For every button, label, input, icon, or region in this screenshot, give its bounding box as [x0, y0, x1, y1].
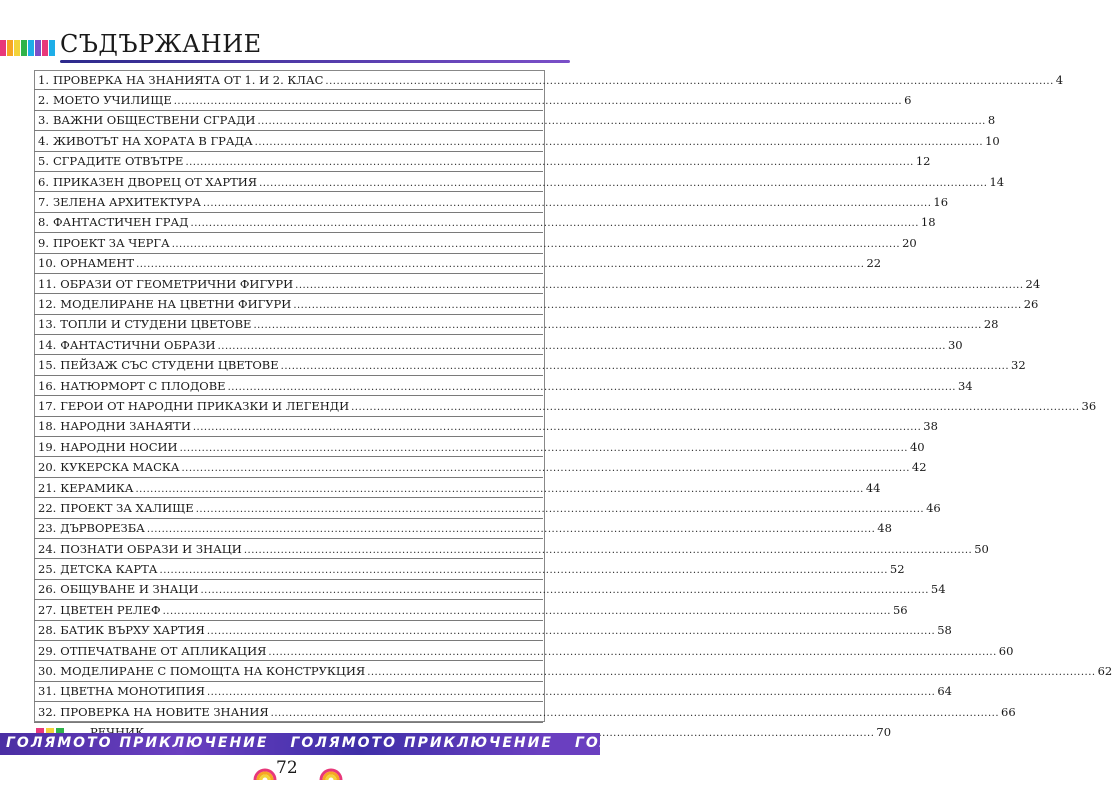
page-number: 72 [276, 758, 298, 778]
leader-dots [293, 297, 1021, 311]
toc-number: 26. [38, 582, 57, 597]
toc-title: ОТПЕЧАТВАНЕ ОТ АПЛИКАЦИЯ [60, 643, 267, 658]
toc-title: ЦВЕТЕН РЕЛЕФ [60, 602, 161, 617]
toc-row[interactable] [34, 661, 1113, 681]
toc-number: 21. [38, 480, 57, 495]
toc-number: 29. [38, 643, 57, 658]
toc-row[interactable] [34, 315, 999, 335]
color-stripe [14, 40, 20, 56]
toc-row[interactable] [34, 70, 1064, 90]
toc-row[interactable] [34, 376, 973, 396]
toc-number: 28. [38, 623, 57, 638]
toc-page: 60 [998, 643, 1014, 658]
toc-row[interactable] [34, 417, 938, 437]
toc-number: 20. [38, 460, 57, 475]
toc-title: НАТЮРМОРТ С ПЛОДОВЕ [60, 378, 226, 393]
leader-dots [268, 644, 996, 658]
toc-page: 6 [904, 93, 912, 108]
toc-title: МОДЕЛИРАНЕ НА ЦВЕТНИ ФИГУРИ [60, 296, 292, 311]
toc-row[interactable] [34, 131, 1000, 151]
toc-title: ВАЖНИ ОБЩЕСТВЕНИ СГРАДИ [52, 113, 256, 128]
toc-title: ПРОВЕРКА НА НОВИТЕ ЗНАНИЯ [60, 704, 269, 719]
leader-dots [281, 358, 1009, 372]
toc-row[interactable] [34, 111, 996, 131]
toc-page: 12 [915, 154, 931, 169]
leader-dots [135, 481, 863, 495]
leader-dots [163, 603, 891, 617]
leader-dots [201, 582, 929, 596]
color-stripe [7, 40, 13, 56]
toc-row[interactable] [34, 539, 989, 559]
toc-page: 18 [920, 215, 936, 230]
toc-number: 8. [38, 215, 49, 230]
toc-page: 16 [933, 195, 949, 210]
toc-title: ОБЩУВАНЕ И ЗНАЦИ [60, 582, 199, 597]
leader-dots [180, 440, 908, 454]
toc-title: МОЕТО УЧИЛИЩЕ [52, 93, 172, 108]
leader-dots [196, 501, 924, 515]
toc-number: 32. [38, 704, 57, 719]
leader-dots [136, 256, 864, 270]
toc-number: 30. [38, 664, 57, 679]
bottom-banner [0, 733, 682, 755]
color-stripe [21, 40, 27, 56]
toc-title: ПОЗНАТИ ОБРАЗИ И ЗНАЦИ [60, 541, 242, 556]
toc-number: 5. [38, 154, 49, 169]
toc-row[interactable] [34, 621, 952, 641]
leader-dots [228, 379, 956, 393]
leader-dots [259, 175, 987, 189]
leader-dots [174, 93, 902, 107]
toc-row[interactable] [34, 600, 908, 620]
toc-title: НАРОДНИ ЗАНАЯТИ [60, 419, 191, 434]
toc-title: МОДЕЛИРАНЕ С ПОМОЩТА НА КОНСТРУКЦИЯ [60, 664, 366, 679]
toc-number: 27. [38, 602, 57, 617]
toc-page: 58 [937, 623, 952, 638]
rainbow-icon-left [254, 766, 276, 780]
toc-row[interactable] [34, 172, 1005, 192]
color-stripe [35, 40, 41, 56]
toc-title: ПЕЙЗАЖ СЪС СТУДЕНИ ЦВЕТОВЕ [60, 358, 279, 373]
leader-dots [253, 317, 981, 331]
toc-title: ОБРАЗИ ОТ ГЕОМЕТРИЧНИ ФИГУРИ [60, 276, 294, 291]
leader-dots [207, 684, 935, 698]
toc-title: ПРИКАЗЕН ДВОРЕЦ ОТ ХАРТИЯ [52, 174, 258, 189]
toc-row[interactable] [34, 702, 1016, 722]
toc-number: 22. [38, 500, 57, 515]
header-color-stripes [0, 40, 55, 56]
toc-page: 36 [1081, 398, 1097, 413]
leader-dots [193, 419, 921, 433]
toc-page: 34 [957, 378, 973, 393]
toc-page: 44 [865, 480, 881, 495]
leader-dots [367, 664, 1095, 678]
toc-page: 52 [889, 562, 905, 577]
toc-number: 15. [38, 358, 57, 373]
toc-title: ФАНТАСТИЧНИ ОБРАЗИ [60, 337, 216, 352]
toc-number: 9. [38, 235, 49, 250]
toc-title: ОРНАМЕНТ [60, 256, 135, 271]
leader-dots [207, 623, 935, 637]
toc-row[interactable] [34, 233, 917, 253]
toc-number: 17. [38, 398, 57, 413]
toc-page: 46 [926, 500, 941, 515]
leader-dots [255, 134, 983, 148]
toc-page: 30 [947, 337, 963, 352]
toc-page: 22 [866, 256, 882, 271]
toc-page: 40 [909, 439, 925, 454]
leader-dots [160, 562, 888, 576]
toc-title: СГРАДИТЕ ОТВЪТРЕ [52, 154, 184, 169]
toc-row[interactable] [34, 335, 963, 355]
toc-page: 42 [911, 460, 927, 475]
toc-row[interactable] [34, 437, 925, 457]
toc-number: 13. [38, 317, 57, 332]
toc-row[interactable] [34, 580, 946, 600]
leader-dots [295, 277, 1023, 291]
toc-row[interactable] [34, 559, 905, 579]
toc-title: ДЪРВОРЕЗБА [60, 521, 145, 536]
leader-dots [325, 73, 1053, 87]
toc-number: 7. [38, 195, 49, 210]
title-underline [60, 60, 570, 63]
toc-page: 20 [902, 235, 917, 250]
toc-number: 2. [38, 93, 49, 108]
leader-dots [182, 460, 910, 474]
page-title: СЪДЪРЖАНИЕ [60, 30, 262, 58]
banner-text: ГОЛЯМОТО ПРИКЛЮЧЕНИЕ [6, 735, 269, 751]
toc-number: 25. [38, 562, 57, 577]
rainbow-icon-right [320, 766, 342, 780]
toc-number: 3. [38, 113, 49, 128]
toc-page: 66 [1001, 704, 1016, 719]
toc-row[interactable] [34, 192, 949, 212]
toc-page: 4 [1055, 72, 1064, 87]
toc-title: ФАНТАСТИЧЕН ГРАД [52, 215, 189, 230]
toc-page: 8 [987, 113, 996, 128]
color-stripe [42, 40, 48, 56]
leader-dots [172, 236, 900, 250]
toc-page: 26 [1023, 296, 1039, 311]
toc-title: ПРОВЕРКА НА ЗНАНИЯТА ОТ 1. И 2. КЛАС [52, 72, 324, 87]
banner-text: ГОЛЯМОТО [574, 735, 682, 751]
toc-number: 19. [38, 439, 57, 454]
toc-page: 48 [877, 521, 892, 536]
toc-page: 28 [983, 317, 999, 332]
toc-row[interactable] [34, 498, 941, 518]
toc-title: ПРОЕКТ ЗА ХАЛИЩЕ [60, 500, 194, 515]
color-stripe [49, 40, 55, 56]
toc-title: КУКЕРСКА МАСКА [60, 460, 180, 475]
toc-row[interactable] [34, 274, 1041, 294]
leader-dots [191, 215, 919, 229]
toc-number: 10. [38, 256, 57, 271]
toc-number: 12. [38, 296, 57, 311]
toc-title: НАРОДНИ НОСИИ [60, 439, 178, 454]
toc-title: ЗЕЛЕНА АРХИТЕКТУРА [52, 195, 201, 210]
leader-dots [257, 113, 985, 127]
toc-number: 23. [38, 521, 57, 536]
toc-page: 62 [1097, 664, 1113, 679]
leader-dots [203, 195, 931, 209]
toc-row[interactable] [34, 478, 881, 498]
toc-number: 11. [38, 276, 57, 291]
toc-page: 50 [974, 541, 989, 556]
toc-title: БАТИК ВЪРХУ ХАРТИЯ [60, 623, 205, 638]
toc-row[interactable] [34, 152, 931, 172]
toc-title: ЦВЕТНА МОНОТИПИЯ [60, 684, 205, 699]
toc-number: 6. [38, 174, 49, 189]
leader-dots [218, 338, 946, 352]
toc-page: 10 [985, 133, 1000, 148]
leader-dots [271, 705, 999, 719]
toc-number: 24. [38, 541, 57, 556]
toc-row[interactable] [34, 294, 1039, 314]
toc-row[interactable] [34, 519, 892, 539]
toc-row[interactable] [34, 355, 1026, 375]
toc-page: 32 [1011, 358, 1026, 373]
toc-number: 18. [38, 419, 57, 434]
toc-title: ГЕРОИ ОТ НАРОДНИ ПРИКАЗКИ И ЛЕГЕНДИ [60, 398, 350, 413]
toc-number: 31. [38, 684, 57, 699]
leader-dots [185, 154, 913, 168]
toc-row[interactable] [34, 682, 952, 702]
color-stripe [0, 40, 6, 56]
toc-number: 14. [38, 337, 57, 352]
toc-row[interactable] [34, 254, 882, 274]
toc-page: 24 [1025, 276, 1041, 291]
toc-number: 16. [38, 378, 57, 393]
leader-dots [244, 542, 972, 556]
toc-title: ДЕТСКА КАРТА [60, 562, 158, 577]
toc-title: КЕРАМИКА [60, 480, 134, 495]
toc-page: 38 [923, 419, 938, 434]
toc-row[interactable] [34, 641, 1014, 661]
color-stripe [28, 40, 34, 56]
toc-row[interactable] [34, 213, 936, 233]
toc-page: 54 [930, 582, 946, 597]
banner-text: ГОЛЯМОТО ПРИКЛЮЧЕНИЕ [290, 735, 553, 751]
toc-title: ПРОЕКТ ЗА ЧЕРГА [52, 235, 170, 250]
toc-number: 4. [38, 133, 49, 148]
toc-page: 70 [876, 725, 892, 740]
leader-dots [147, 521, 875, 535]
toc-title: ТОПЛИ И СТУДЕНИ ЦВЕТОВЕ [60, 317, 252, 332]
toc-title: ЖИВОТЪТ НА ХОРАТА В ГРАДА [52, 133, 253, 148]
toc-row[interactable] [34, 396, 1097, 416]
toc-page: 64 [937, 684, 952, 699]
toc-number: 1. [38, 72, 49, 87]
toc-page: 14 [989, 174, 1005, 189]
toc-row[interactable] [34, 90, 912, 110]
leader-dots [351, 399, 1079, 413]
toc-page: 56 [892, 602, 908, 617]
toc-row[interactable] [34, 457, 927, 477]
